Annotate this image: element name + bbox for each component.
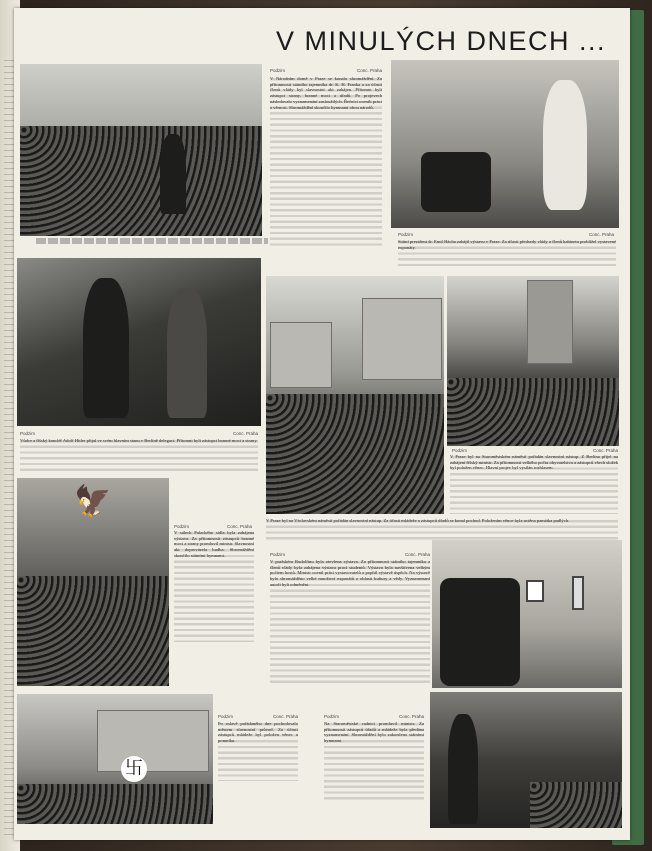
photo-building-2 [362,298,442,380]
photo-marchers [17,784,213,824]
credit-left: Podzim [324,714,340,719]
credit-right: Conc. Praha [398,714,424,719]
photo-audience [17,576,169,686]
caption-credits-7 [174,524,252,529]
caption-credits-9 [218,714,298,719]
photo-old-town-square [447,276,619,446]
credit-left: Podzim [270,68,286,73]
photo-framed-picture [526,580,544,602]
caption-text-7: V sálech Palackého sídla byla zahájena výstava. Za přítomnosti zástupců branné moci a strany promluvil ministr. Slavnostní akt doprovázela hudba. Shromáždění skončilo státními hymnami. [174,530,254,642]
photo-man [167,288,207,418]
caption-credits-5 [452,448,618,453]
credit-left: Podzim [174,524,190,529]
photo-group-people [421,152,491,212]
credit-right: Conc. Praha [588,232,614,237]
photo-speaker [448,714,478,824]
photo-statue [543,80,587,210]
credit-left: Podzim [398,232,414,237]
magazine-page [14,8,630,840]
photo-audience [530,782,622,828]
caption-text-5: V Praze byl na Staroměstském náměstí pořádán slavnostní nástup. Z Berlína přijel na zahájení říšský ministr. Za přítomnosti velkého počtu obyvatelstva a zástupců všech složek byl položen věnec. Hlavní projev byl vysílán rozhlasem. [450,454,618,514]
photo-caption-line-1 [36,238,268,244]
credit-right: Conc. Praha [356,68,382,73]
credit-right: Conc. Praha [272,714,298,719]
photo-prague-street [266,276,444,514]
caption-text-6: V Praze byl na Václavském náměstí pořádán slavnostní nástup. Za účasti mládeže a zástupců úřadů se konal pochod. Položením věnce byla uctěna památka padlých. [266,518,618,542]
caption-text-1: V Národním domě v Praze se konalo shromáždění. Za přítomnosti státního tajemníka dr. K. H. Franka a za účasti členů vlády byl slavnostní akt zahájen. Přítomni byli zástupci strany, branné moci a úřadů. Po projevech následovalo vyznamenání zasloužilých. Řečníci ocenili práci a věrnost. Shromáždění skončilo hymnami obou národů. [270,76,382,246]
caption-text-4: Vůdce a říšský kancléř Adolf Hitler přijal ve svém hlavním stanu v Berlíně delegaci. Přítomni byli zástupci branné moci a strany. [20,438,258,472]
caption-credits-10 [324,714,424,719]
photo-exhibition-gallery [432,540,622,688]
caption-text-9: Po oslavě pořádaného dne pochodovalo městem slavnostní průvod. Za účasti zástupců mládeže byl položen věnec u pomníku. [218,721,298,781]
caption-credits-4 [20,431,258,436]
photo-building-1 [270,322,332,388]
photo-crowd [447,378,619,446]
photo-arcade-hall [430,692,622,828]
photo-tower [527,280,573,364]
flag-emblem-icon: 卐 [121,756,147,782]
caption-text-10: Na Staroměstské radnici promluvil ministr. Za přítomnosti zástupců úřadů a mládeže byla předána vyznamenání. Shromáždění bylo zakončeno státními hymnami. [324,721,424,801]
credit-right: Conc. Praha [404,552,430,557]
credit-right: Conc. Praha [226,524,252,529]
credit-right: Conc. Praha [232,431,258,436]
photo-audience [20,126,262,236]
photo-officer [83,278,129,418]
photo-hitler-reception [17,258,261,426]
credit-left: Podzim [20,431,36,436]
page-title: V MINULÝCH DNECH ... [276,26,607,56]
previous-page-text [4,60,14,840]
photo-statue-room [391,60,619,228]
photo-building [97,710,209,772]
caption-text-2: Státní prezident dr. Emil Hácha zahájil výstavu v Praze. Za účasti předsedy vlády a členů kabinetu prohlížel vystavené exponáty. [398,239,616,269]
photo-crowd [266,394,444,514]
photo-standing-figure [160,134,186,214]
eagle-emblem-icon: 🦅 [74,484,112,519]
caption-credits-1 [270,68,382,73]
caption-credits-8 [270,552,430,557]
credit-left: Podzim [270,552,286,557]
photo-framed-picture [572,576,584,610]
credit-left: Podzim [218,714,234,719]
photo-visitors [440,578,520,686]
photo-parade-flag [17,694,213,824]
caption-text-8: V pražském Rudolfinu byla otevřena výstava. Za přítomnosti státního tajemníka a členů vlády byla zahájena výstava prací studentů. Výstava byla navštívena velkým počtem hostů. Ministr ocenil práci vystavovatelů a popřál výstavě úspěch. Na výstavě bylo shromážděno velké množství exponátů z oblasti kultury a vědy. Vyznamenaní autoři byli odměněni. [270,559,430,683]
photo-assembly-hall [20,64,262,236]
caption-credits-2 [398,232,614,237]
credit-right: Conc. Praha [592,448,618,453]
credit-left: Podzim [452,448,468,453]
photo-eagle-hall [17,478,169,686]
